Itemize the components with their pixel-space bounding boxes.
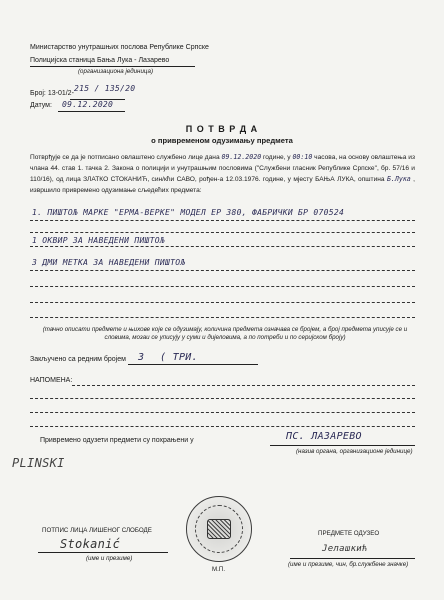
number-label: Број: 13-01/2- bbox=[30, 90, 74, 97]
right-signature: Јелашкић bbox=[322, 544, 368, 554]
unit-caption: (организациона јединица) bbox=[78, 68, 154, 75]
notes-label: НАПОМЕНА: bbox=[30, 377, 73, 384]
total-label: Закључено са редним бројем bbox=[30, 356, 126, 363]
body-date: 09.12.2020 bbox=[221, 153, 262, 161]
notes-line-4 bbox=[30, 426, 415, 427]
document-title: П О Т В Р Д А bbox=[185, 124, 259, 134]
left-signature-line bbox=[38, 552, 168, 553]
storage-label: Привремено одузети предмети су похрањени у bbox=[40, 437, 194, 444]
item-2: 1 ОКВИР ЗА НАВЕДЕНИ ПИШТОЉ bbox=[32, 236, 166, 245]
date-label: Датум: bbox=[30, 102, 52, 109]
item-3: 3 ДМИ МЕТКА ЗА НАВЕДЕНИ ПИШТОЉ bbox=[32, 258, 186, 267]
item-line-6 bbox=[30, 302, 415, 303]
items-note: (тачно описати предмете и њихове које се одузимају, количина предмета означава се бројем, а број предмета уписује се и словима, мозаи се уписују у суми и дијеловима, а по потреби и по серијском броју) bbox=[42, 326, 408, 341]
total-number: 3 bbox=[138, 352, 145, 363]
right-signature-label: ПРЕДМЕТЕ ОДУЗЕО bbox=[318, 530, 380, 537]
ministry-name: Министарство унутрашњих послова Републике Српске bbox=[30, 44, 209, 51]
left-signature: Stokanić bbox=[60, 537, 121, 551]
notes-line-1 bbox=[72, 385, 415, 386]
number-value: 215 / 135/20 bbox=[74, 84, 136, 93]
mp-label: М.П. bbox=[212, 566, 226, 573]
storage-underline bbox=[270, 445, 415, 446]
notes-line-2 bbox=[30, 398, 415, 399]
body-text-1: Потврђује се да је потписано овлаштено службено лице дана bbox=[30, 154, 220, 161]
document-subtitle: о привременом одузимању предмета bbox=[151, 136, 293, 145]
total-words: ( ТРИ. bbox=[160, 352, 198, 363]
body-city: Б.Лука bbox=[386, 175, 411, 184]
item-line-7 bbox=[30, 317, 415, 318]
left-signature-caption: (име и презиме) bbox=[86, 555, 133, 562]
item-line-1 bbox=[30, 220, 415, 221]
item-line-4 bbox=[30, 270, 415, 271]
body-paragraph bbox=[30, 152, 415, 196]
item-1: 1. ПИШТОЉ МАРКЕ "ЕРМА-ВЕРКЕ" МОДЕЛ ЕР 380, ФАБРИЧКИ БР 070524 bbox=[32, 208, 345, 217]
station-name: Полицијска станица Бања Лука - Лазарево bbox=[30, 57, 170, 64]
notes-line-3 bbox=[30, 412, 415, 413]
total-underline bbox=[128, 364, 258, 365]
body-time: 00:10 bbox=[292, 153, 313, 161]
station-underline bbox=[30, 66, 195, 67]
storage-caption: (назив органа, организационе јединице) bbox=[296, 448, 413, 455]
date-value: 09.12.2020 bbox=[62, 100, 114, 109]
item-line-2 bbox=[30, 232, 415, 233]
date-underline bbox=[58, 111, 125, 112]
right-signature-line bbox=[290, 558, 415, 559]
seal-emblem-icon bbox=[207, 519, 231, 539]
margin-handwriting: PLINSKI bbox=[12, 456, 65, 470]
left-signature-label: ПОТПИС ЛИЦА ЛИШЕНОГ СЛОБОДЕ bbox=[42, 527, 152, 534]
body-text-1b: године, у bbox=[263, 154, 291, 161]
item-line-3 bbox=[30, 246, 415, 247]
right-signature-caption: (име и презиме, чин, бр.службене значке) bbox=[288, 561, 409, 568]
storage-value: ПС. ЛАЗАРЕВО bbox=[286, 431, 362, 442]
official-seal-icon bbox=[186, 496, 252, 562]
body-text-2: часова, на основу овлаштења из члана 44. став 1. тачка 2. Закона о полицији и унутрашњим пословима ("Службени гласник Републике Српске", бр. 57/16 и 110/16), од лица ЗЛАТКО СТОКАНИЋ, син/кћи САВО, рођен-а 12.03.1976. године, у мјесту БАЊА ЛУКА, општина bbox=[30, 154, 415, 184]
item-line-5 bbox=[30, 286, 415, 287]
body-text-3: , извршило привремено одузимање сљедећих предмета: bbox=[30, 176, 415, 194]
